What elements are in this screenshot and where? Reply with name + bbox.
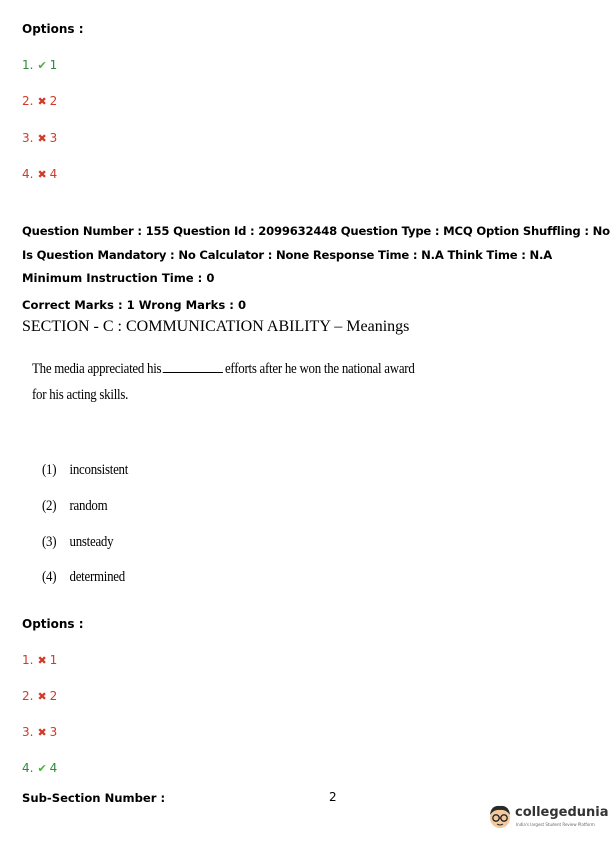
collegedunia-logo xyxy=(487,802,609,830)
bottom-option-1 xyxy=(22,653,57,667)
choice-text: inconsistent xyxy=(69,462,129,478)
cross-icon: ✖ xyxy=(37,132,47,145)
choice-text: random xyxy=(69,498,108,514)
question-text xyxy=(32,356,415,408)
question-line-2: for his acting skills. xyxy=(32,387,129,403)
choice-text: determined xyxy=(69,569,125,585)
bottom-option-3 xyxy=(22,725,57,739)
choice-number: (2) xyxy=(42,498,57,514)
logo-name: collegedunia xyxy=(515,805,609,820)
option-value: 1 xyxy=(49,58,58,72)
cross-icon: ✖ xyxy=(37,95,47,108)
section-title: SECTION - C : COMMUNICATION ABILITY – Meanings xyxy=(22,318,410,335)
question-meta-line-2: Is Question Mandatory : No Calculator : None Response Time : N.A Think Time : N.A xyxy=(22,248,553,262)
option-number: 4. xyxy=(22,167,34,181)
choice-number: (1) xyxy=(42,462,57,478)
cross-icon: ✖ xyxy=(37,168,47,181)
option-number: 2. xyxy=(22,94,34,108)
option-number: 1. xyxy=(22,653,34,667)
option-value: 3 xyxy=(49,725,58,739)
options-heading-top: Options : xyxy=(22,22,84,36)
choice-1 xyxy=(42,462,128,479)
mascot-icon xyxy=(487,802,513,830)
option-value: 4 xyxy=(49,167,58,181)
marks-info: Correct Marks : 1 Wrong Marks : 0 xyxy=(22,298,247,312)
option-number: 3. xyxy=(22,725,34,739)
option-number: 1. xyxy=(22,58,34,72)
choice-2 xyxy=(42,498,107,515)
choice-number: (3) xyxy=(42,534,57,550)
option-value: 3 xyxy=(49,131,58,145)
top-option-3 xyxy=(22,131,57,145)
choice-3 xyxy=(42,534,113,551)
page-number: 2 xyxy=(329,790,337,804)
check-icon: ✔ xyxy=(37,59,47,72)
cross-icon: ✖ xyxy=(37,690,47,703)
question-meta-line-1: Question Number : 155 Question Id : 2099632448 Question Type : MCQ Option Shuffling : No xyxy=(22,224,610,238)
choice-number: (4) xyxy=(42,569,57,585)
subsection-number-label: Sub-Section Number : xyxy=(22,791,166,805)
logo-tagline: India's largest Student Review Platform xyxy=(516,822,595,827)
option-value: 4 xyxy=(49,761,58,775)
top-option-4 xyxy=(22,167,57,181)
question-before-blank: The media appreciated his xyxy=(32,361,162,377)
option-value: 1 xyxy=(49,653,58,667)
option-number: 4. xyxy=(22,761,34,775)
bottom-option-4 xyxy=(22,761,57,775)
question-after-blank: efforts after he won the national award xyxy=(224,361,415,377)
choice-text: unsteady xyxy=(69,534,114,550)
top-option-2 xyxy=(22,94,57,108)
question-line-1 xyxy=(32,356,415,382)
option-number: 3. xyxy=(22,131,34,145)
answer-blank xyxy=(163,358,223,373)
cross-icon: ✖ xyxy=(37,726,47,739)
bottom-option-2 xyxy=(22,689,57,703)
question-meta-line-3: Minimum Instruction Time : 0 xyxy=(22,271,215,285)
cross-icon: ✖ xyxy=(37,654,47,667)
top-option-1 xyxy=(22,58,57,72)
options-heading-bottom: Options : xyxy=(22,617,84,631)
choice-4 xyxy=(42,569,125,586)
option-value: 2 xyxy=(49,689,58,703)
option-value: 2 xyxy=(49,94,58,108)
option-number: 2. xyxy=(22,689,34,703)
check-icon: ✔ xyxy=(37,762,47,775)
